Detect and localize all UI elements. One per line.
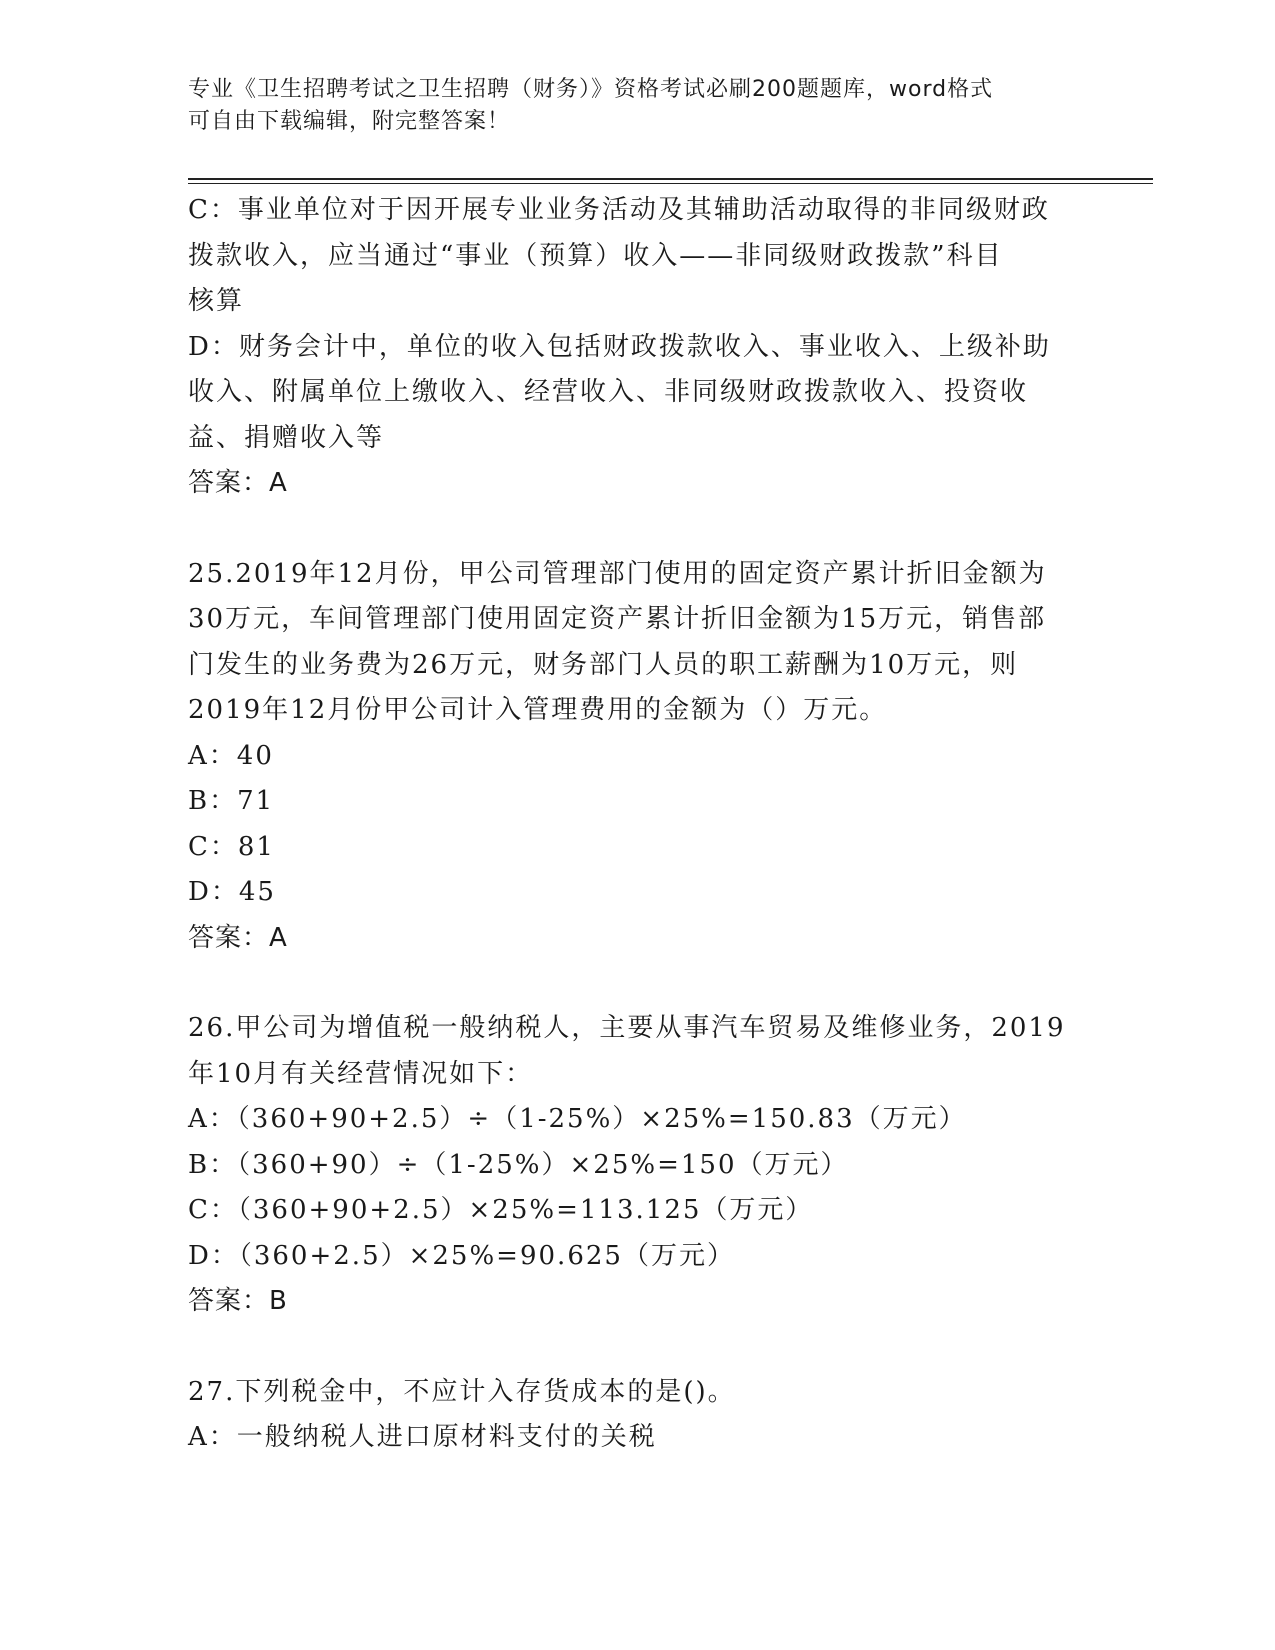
question-27: [188, 1370, 1088, 1461]
spacer: [188, 507, 1088, 552]
header-divider-thick: [188, 178, 1153, 180]
answer-label: 答案：B: [188, 1286, 288, 1316]
option-d: D：45: [188, 877, 276, 907]
question-stem-line: 2019年12月份甲公司计入管理费用的金额为（）万元。: [188, 695, 888, 725]
option-d-line: 益、捐赠收入等: [188, 422, 385, 453]
option-b: B：71: [188, 786, 275, 816]
option-c: C：81: [188, 831, 275, 862]
option-c-line: C：事业单位对于因开展专业业务活动及其辅助活动取得的非同级财政: [188, 195, 1050, 225]
question-stem-line: 门发生的业务费为26万元，财务部门人员的职工薪酬为10万元，则: [188, 649, 1019, 680]
option-d: D：（360+2.5）×25%=90.625（万元）: [188, 1240, 735, 1271]
option-c: C：（360+90+2.5）×25%=113.125（万元）: [188, 1195, 814, 1225]
option-a: A：（360+90+2.5）÷（1-25%）×25%=150.83（万元）: [188, 1104, 967, 1134]
option-d-line: 收入、附属单位上缴收入、经营收入、非同级财政拨款收入、投资收: [188, 377, 1029, 407]
header-line-1: 专业《卫生招聘考试之卫生招聘（财务）》资格考试必刷200题题库，word格式: [188, 77, 994, 102]
spacer: [188, 961, 1088, 1006]
prev-question: [188, 188, 1088, 507]
spacer: [188, 1325, 1088, 1370]
option-c-line: 核算: [188, 286, 245, 316]
question-stem-line: 30万元，车间管理部门使用固定资产累计折旧金额为15万元，销售部: [188, 604, 1047, 634]
header-divider-thin: [188, 183, 1153, 184]
question-stem-line: 26.甲公司为增值税一般纳税人，主要从事汽车贸易及维修业务，2019: [188, 1013, 1066, 1043]
question-stem-line: 27.下列税金中，不应计入存货成本的是()。: [188, 1376, 736, 1407]
option-a: A：一般纳税人进口原材料支付的关税: [188, 1422, 657, 1452]
question-stem-line: 年10月有关经营情况如下：: [188, 1058, 534, 1089]
header-line-2: 可自由下载编辑，附完整答案！: [188, 109, 511, 134]
question-stem-line: 25.2019年12月份，甲公司管理部门使用的固定资产累计折旧金额为: [188, 558, 1047, 589]
option-c-line: 拨款收入，应当通过“事业（预算）收入——非同级财政拨款”科目: [188, 240, 1003, 271]
document-header: [188, 74, 1088, 138]
option-b: B：（360+90）÷（1-25%）×25%=150（万元）: [188, 1149, 849, 1180]
question-25: [188, 552, 1088, 962]
answer-label: 答案：A: [188, 468, 288, 498]
answer-label: 答案：A: [188, 922, 288, 953]
question-content: [188, 188, 1088, 1461]
option-a: A：40: [188, 740, 274, 771]
option-d-line: D：财务会计中，单位的收入包括财政拨款收入、事业收入、上级补助: [188, 331, 1051, 362]
question-26: [188, 1006, 1088, 1325]
